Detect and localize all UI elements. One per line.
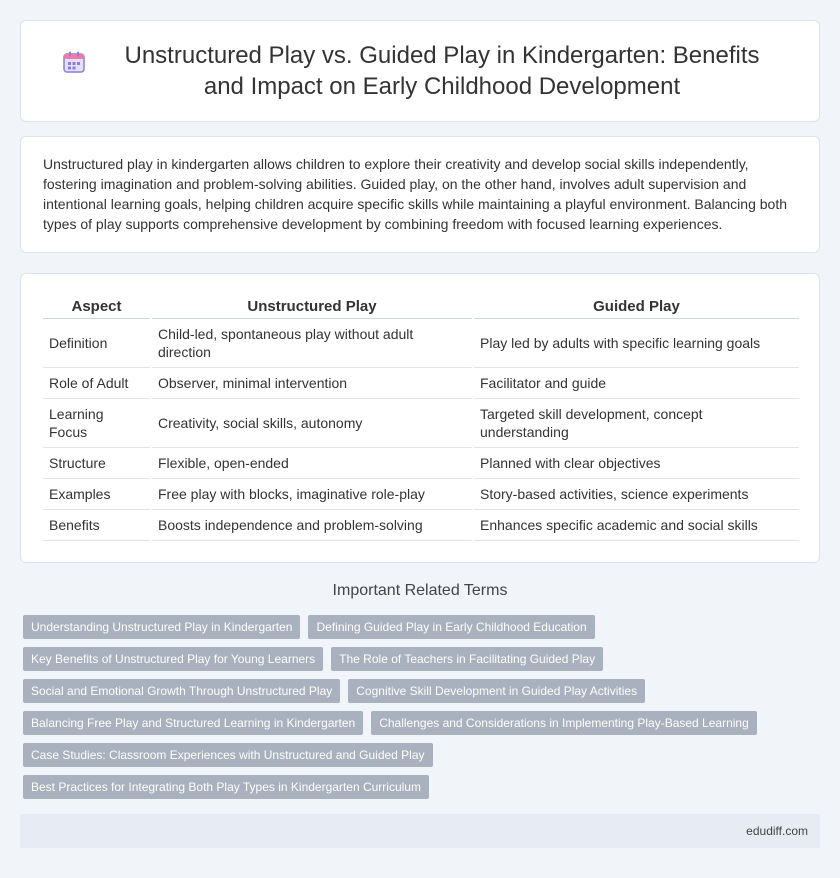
row-guided: Targeted skill development, concept understanding xyxy=(473,399,799,448)
footer xyxy=(20,814,820,848)
footer-site-link[interactable]: edudiff.com xyxy=(746,824,808,838)
row-unstructured: Creativity, social skills, autonomy xyxy=(151,399,473,448)
comparison-card xyxy=(20,273,820,563)
table-row xyxy=(43,399,799,448)
row-aspect: Benefits xyxy=(43,510,151,541)
comparison-table xyxy=(43,294,799,541)
table-row xyxy=(43,319,799,368)
related-term-tag[interactable]: Challenges and Considerations in Implementing Play-Based Learning xyxy=(371,711,757,735)
row-aspect: Definition xyxy=(43,319,151,368)
table-row xyxy=(43,448,799,479)
related-terms-heading: Important Related Terms xyxy=(332,582,508,599)
related-term-tag[interactable]: Social and Emotional Growth Through Unstructured Play xyxy=(23,679,340,703)
header-guided-play: Guided Play xyxy=(473,294,799,319)
related-term-tag[interactable]: Best Practices for Integrating Both Play Types in Kindergarten Curriculum xyxy=(23,775,429,799)
row-aspect: Examples xyxy=(43,479,151,510)
row-unstructured: Free play with blocks, imaginative role-play xyxy=(151,479,473,510)
row-unstructured: Boosts independence and problem-solving xyxy=(151,510,473,541)
title-wrap xyxy=(21,40,819,102)
related-term-tag[interactable]: Key Benefits of Unstructured Play for Young Learners xyxy=(23,647,323,671)
related-term-tag[interactable]: The Role of Teachers in Facilitating Guided Play xyxy=(331,647,603,671)
related-terms-list xyxy=(23,615,803,799)
row-aspect: Learning Focus xyxy=(43,399,151,448)
page-title: Unstructured Play vs. Guided Play in Kindergarten: Benefits and Impact on Early Childhood Development xyxy=(124,42,760,100)
row-guided: Enhances specific academic and social skills xyxy=(473,510,799,541)
row-guided: Planned with clear objectives xyxy=(473,448,799,479)
row-unstructured: Observer, minimal intervention xyxy=(151,368,473,399)
row-aspect: Role of Adult xyxy=(43,368,151,399)
row-guided: Play led by adults with specific learning goals xyxy=(473,319,799,368)
header-unstructured-play: Unstructured Play xyxy=(151,294,473,319)
title-card xyxy=(20,20,820,122)
row-aspect: Structure xyxy=(43,448,151,479)
table-row xyxy=(43,368,799,399)
header-aspect: Aspect xyxy=(43,294,151,319)
table-row xyxy=(43,479,799,510)
related-term-tag[interactable]: Cognitive Skill Development in Guided Play Activities xyxy=(348,679,645,703)
related-term-tag[interactable]: Case Studies: Classroom Experiences with Unstructured and Guided Play xyxy=(23,743,433,767)
table-row xyxy=(43,510,799,541)
intro-paragraph: Unstructured play in kindergarten allows children to explore their creativity and develop social skills independently, fostering imagination and problem-solving abilities. Guided play, on the other hand, involves adult supervision and intentional learning goals, helping children acquire specific skills while maintaining a playful environment. Balancing both types of play supports comprehensive development by combining freedom with focused learning experiences. xyxy=(43,156,787,232)
row-guided: Story-based activities, science experiments xyxy=(473,479,799,510)
related-term-tag[interactable]: Understanding Unstructured Play in Kindergarten xyxy=(23,615,300,639)
calendar-icon xyxy=(61,62,87,80)
table-header-row xyxy=(43,294,799,319)
row-unstructured: Child-led, spontaneous play without adult direction xyxy=(151,319,473,368)
row-unstructured: Flexible, open-ended xyxy=(151,448,473,479)
intro-card xyxy=(20,136,820,253)
related-term-tag[interactable]: Defining Guided Play in Early Childhood Education xyxy=(308,615,594,639)
related-term-tag[interactable]: Balancing Free Play and Structured Learning in Kindergarten xyxy=(23,711,363,735)
row-guided: Facilitator and guide xyxy=(473,368,799,399)
